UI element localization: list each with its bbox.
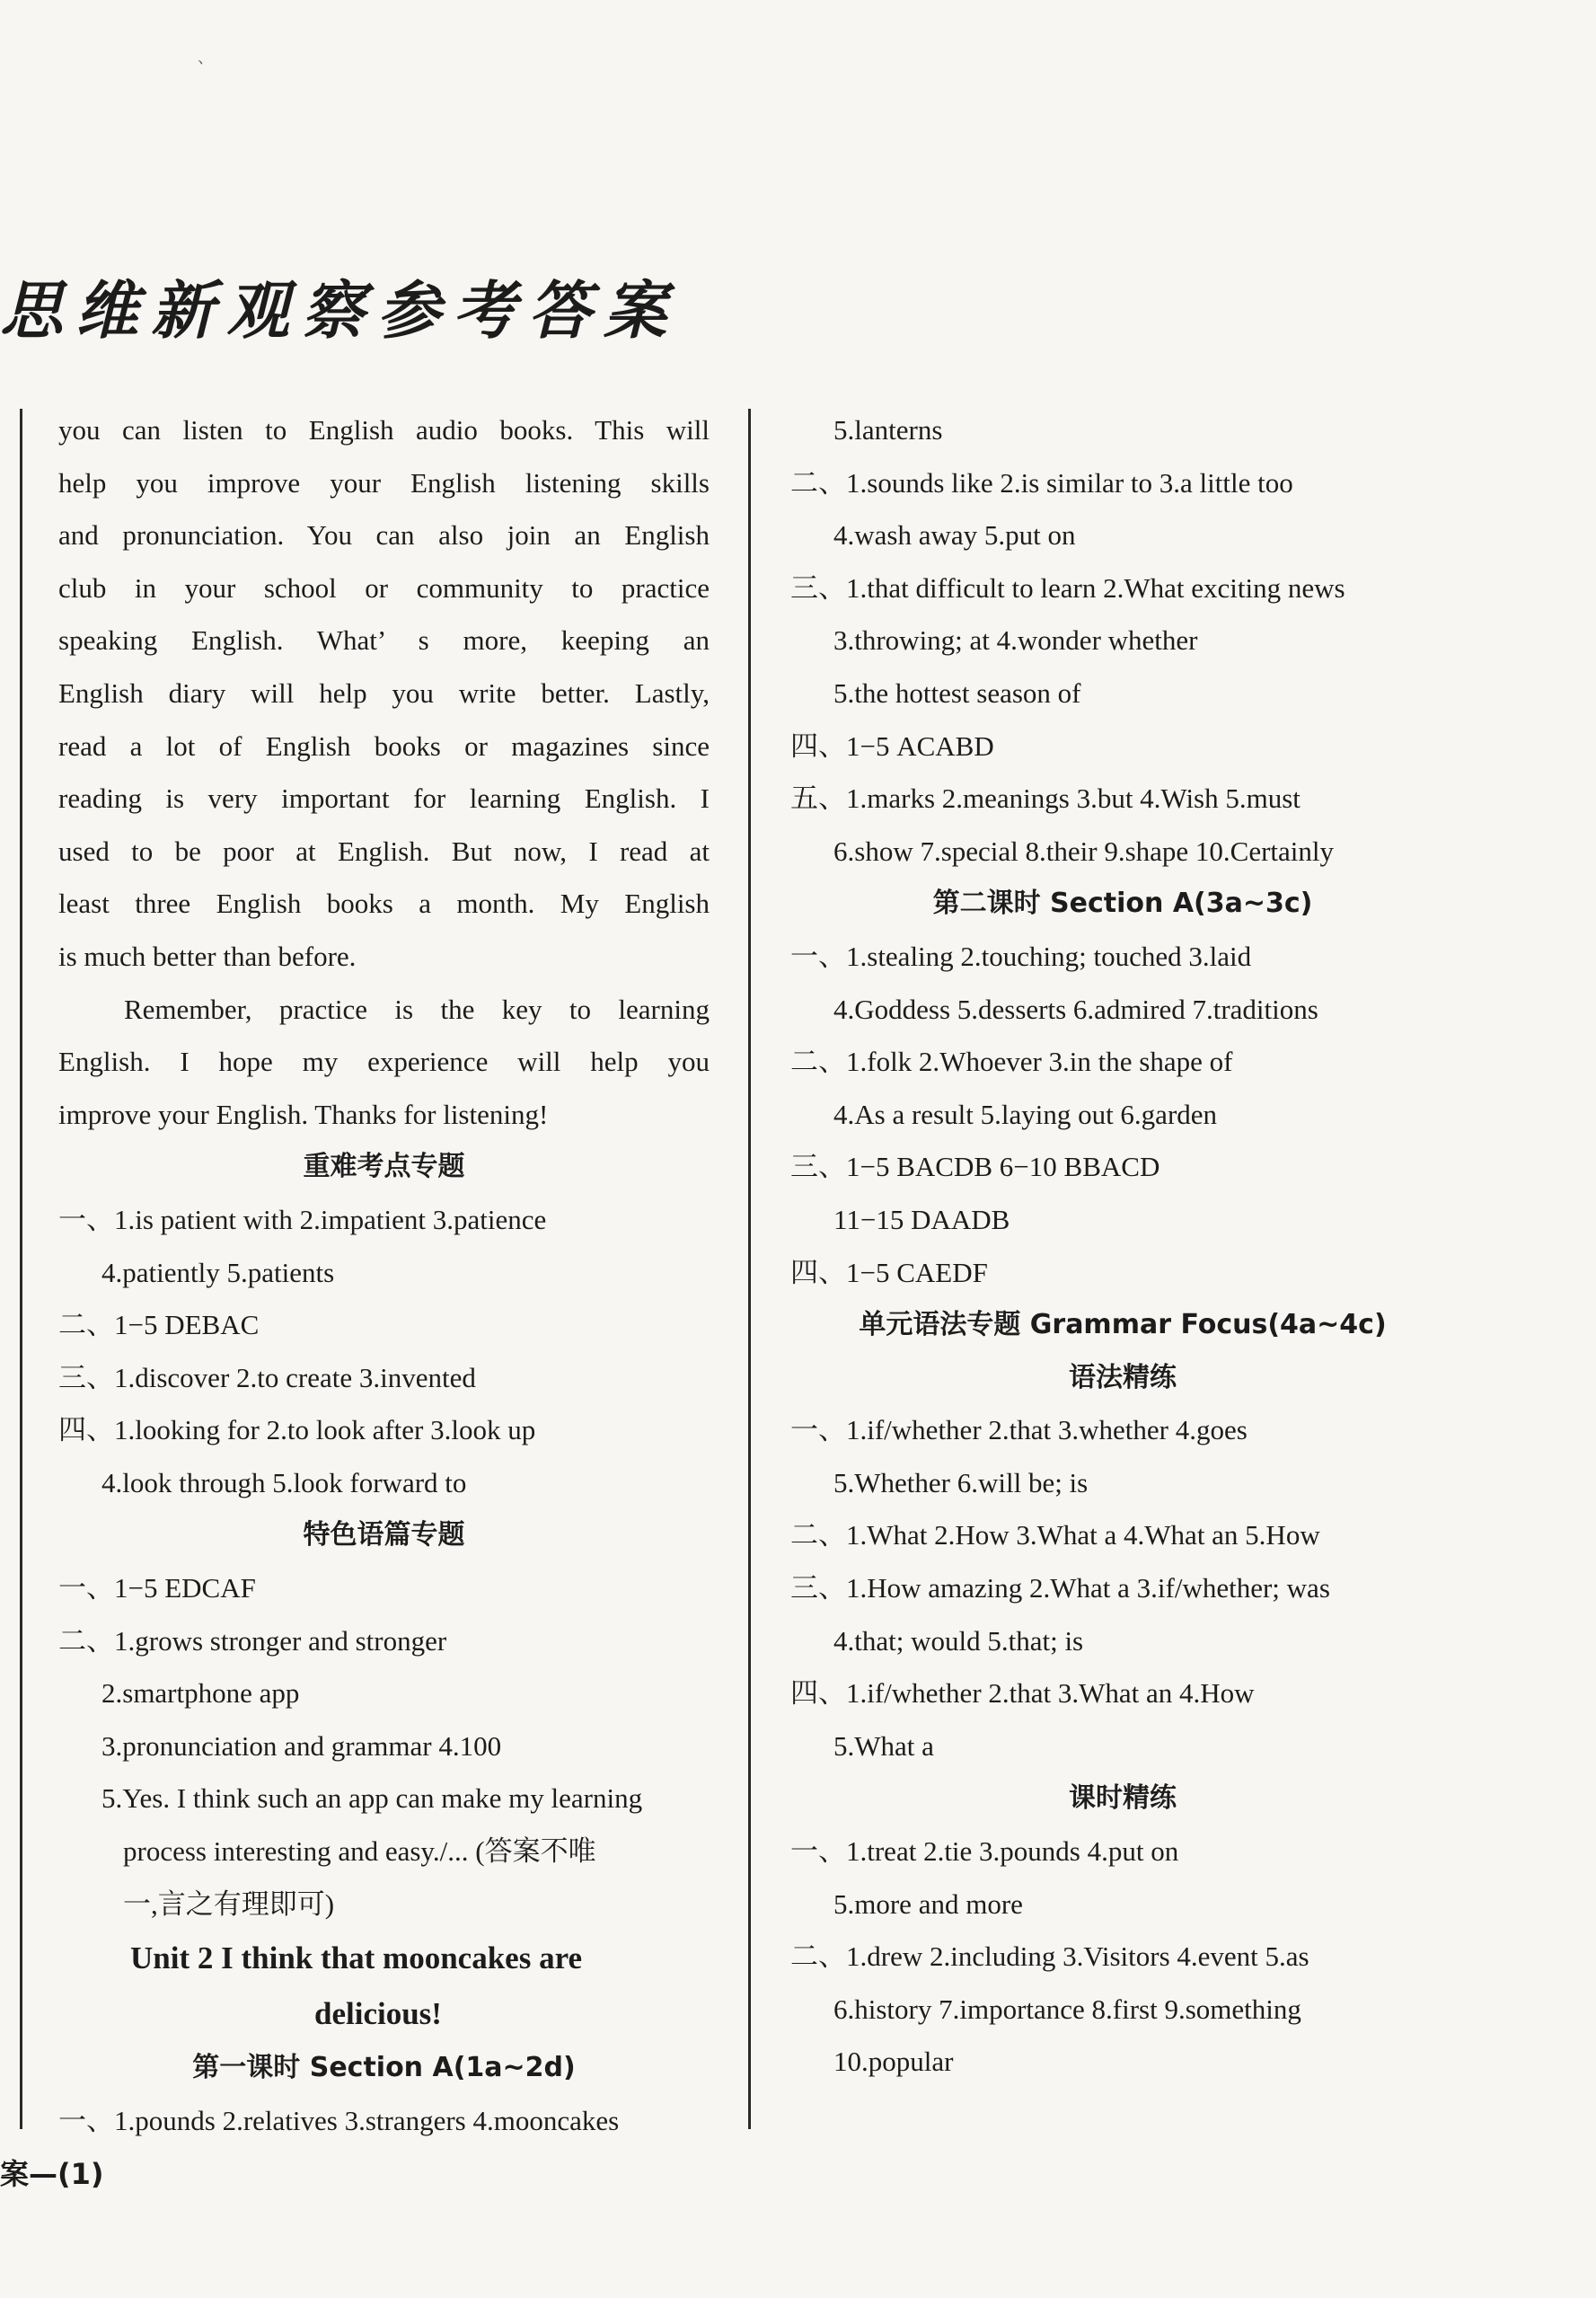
answer-line: 二、1.drew 2.including 3.Visitors 4.event 5.as — [790, 1940, 1309, 1973]
answer-line: 4.wash away 5.put on — [833, 519, 1076, 552]
essay-line: English diary will help you write better. Lastly, — [58, 676, 710, 709]
essay-line: you can listen to English audio books. This will — [58, 414, 710, 446]
essay-line: read a lot of English books or magazines since — [58, 729, 710, 762]
lesson-heading-2: 第二课时 Section A(3a~3c) — [932, 888, 1313, 920]
answer-line: 5.the hottest season of — [833, 676, 1081, 709]
unit-title-continued: delicious! — [314, 1996, 442, 2032]
answer-line: 一、1.if/whether 2.that 3.whether 4.goes — [790, 1414, 1248, 1446]
answer-line: 五、1.marks 2.meanings 3.but 4.Wish 5.must — [790, 782, 1301, 815]
answer-line: 二、1.What 2.How 3.What a 4.What an 5.How — [790, 1519, 1320, 1551]
answer-line: 3.pronunciation and grammar 4.100 — [101, 1729, 502, 1762]
essay-line: reading is very important for learning English. I — [58, 782, 710, 815]
essay-line: English. I hope my experience will help you — [58, 1046, 710, 1078]
answer-line: 5.Whether 6.will be; is — [833, 1466, 1089, 1498]
essay-line: speaking English. What’ s more, keeping an — [58, 624, 710, 657]
answer-line: 四、1.if/whether 2.that 3.What an 4.How — [790, 1677, 1255, 1710]
section-heading-featured-texts: 特色语篇专题 — [303, 1519, 465, 1551]
answer-line: 4.patiently 5.patients — [101, 1256, 335, 1288]
answer-line: 5.What a — [833, 1729, 934, 1762]
answer-line: 一,言之有理即可) — [123, 1887, 335, 1920]
answer-line: 三、1−5 BACDB 6−10 BBACD — [790, 1151, 1160, 1183]
grammar-practice-heading: 语法精练 — [1069, 1361, 1177, 1393]
answer-line: 三、1.How amazing 2.What a 3.if/whether; was — [790, 1572, 1330, 1604]
right-column — [790, 404, 1455, 2089]
essay-line: used to be poor at English. But now, I read at — [58, 835, 710, 867]
answer-line: 5.Yes. I think such an app can make my learning — [101, 1782, 643, 1815]
essay-line: club in your school or community to practice — [58, 571, 710, 604]
answer-line: 4.look through 5.look forward to — [101, 1466, 467, 1498]
lesson-practice-heading: 课时精练 — [1069, 1782, 1177, 1815]
answer-line: 四、1−5 ACABD — [790, 729, 994, 762]
grammar-focus-heading: 单元语法专题 Grammar Focus(4a~4c) — [859, 1309, 1387, 1341]
essay-line: is much better than before. — [58, 940, 357, 972]
unit-title: Unit 2 I think that mooncakes are — [130, 1940, 583, 1976]
answer-line: 四、1−5 CAEDF — [790, 1256, 988, 1288]
answer-line: 5.lanterns — [833, 414, 943, 446]
essay-line: Remember, practice is the key to learning — [124, 993, 710, 1025]
answer-line: 一、1.is patient with 2.impatient 3.patience — [58, 1203, 547, 1235]
answer-line: 5.more and more — [833, 1887, 1023, 1920]
essay-line: least three English books a month. My English — [58, 888, 710, 920]
essay-line: help you improve your English listening skills — [58, 466, 710, 499]
answer-line: 6.show 7.special 8.their 9.shape 10.Certainly — [833, 835, 1335, 867]
essay-line: and pronunciation. You can also join an English — [58, 519, 710, 552]
answer-line: 11−15 DAADB — [833, 1203, 1010, 1235]
left-column — [58, 404, 710, 2147]
answer-line: 三、1.discover 2.to create 3.invented — [58, 1361, 476, 1393]
answer-line: 4.As a result 5.laying out 6.garden — [833, 1098, 1218, 1130]
left-margin-rule — [20, 409, 22, 2129]
answer-line: process interesting and easy./... (答案不唯 — [123, 1835, 596, 1868]
answer-line: 一、1.stealing 2.touching; touched 3.laid — [790, 940, 1252, 972]
answer-line: 二、1−5 DEBAC — [58, 1309, 260, 1341]
answer-line: 一、1.treat 2.tie 3.pounds 4.put on — [790, 1835, 1179, 1868]
corner-mark: 、 — [198, 49, 214, 66]
answer-line: 3.throwing; at 4.wonder whether — [833, 624, 1198, 657]
answer-line: 6.history 7.importance 8.first 9.something — [833, 1993, 1301, 2025]
answer-line: 二、1.sounds like 2.is similar to 3.a little too — [790, 466, 1293, 499]
answer-line: 四、1.looking for 2.to look after 3.look up — [58, 1414, 536, 1446]
answer-line: 一、1.pounds 2.relatives 3.strangers 4.mooncakes — [58, 2104, 620, 2136]
answer-line: 二、1.grows stronger and stronger — [58, 1624, 447, 1657]
answer-line: 二、1.folk 2.Whoever 3.in the shape of — [790, 1046, 1233, 1078]
answer-line: 10.popular — [833, 2046, 954, 2078]
page-title: 思维新观察参考答案 — [0, 273, 679, 348]
answer-line: 4.Goddess 5.desserts 6.admired 7.traditions — [833, 993, 1318, 1025]
essay-line: improve your English. Thanks for listening! — [58, 1098, 549, 1130]
page-footer-label: 案—(1) — [0, 2157, 104, 2191]
answer-line: 4.that; would 5.that; is — [833, 1624, 1084, 1657]
lesson-heading-1: 第一课时 Section A(1a~2d) — [192, 2052, 576, 2084]
answer-line: 一、1−5 EDCAF — [58, 1572, 256, 1604]
answer-line: 三、1.that difficult to learn 2.What exciting news — [790, 571, 1345, 604]
column-divider — [748, 409, 751, 2129]
answer-line: 2.smartphone app — [101, 1677, 300, 1710]
section-heading-key-points: 重难考点专题 — [303, 1151, 465, 1183]
